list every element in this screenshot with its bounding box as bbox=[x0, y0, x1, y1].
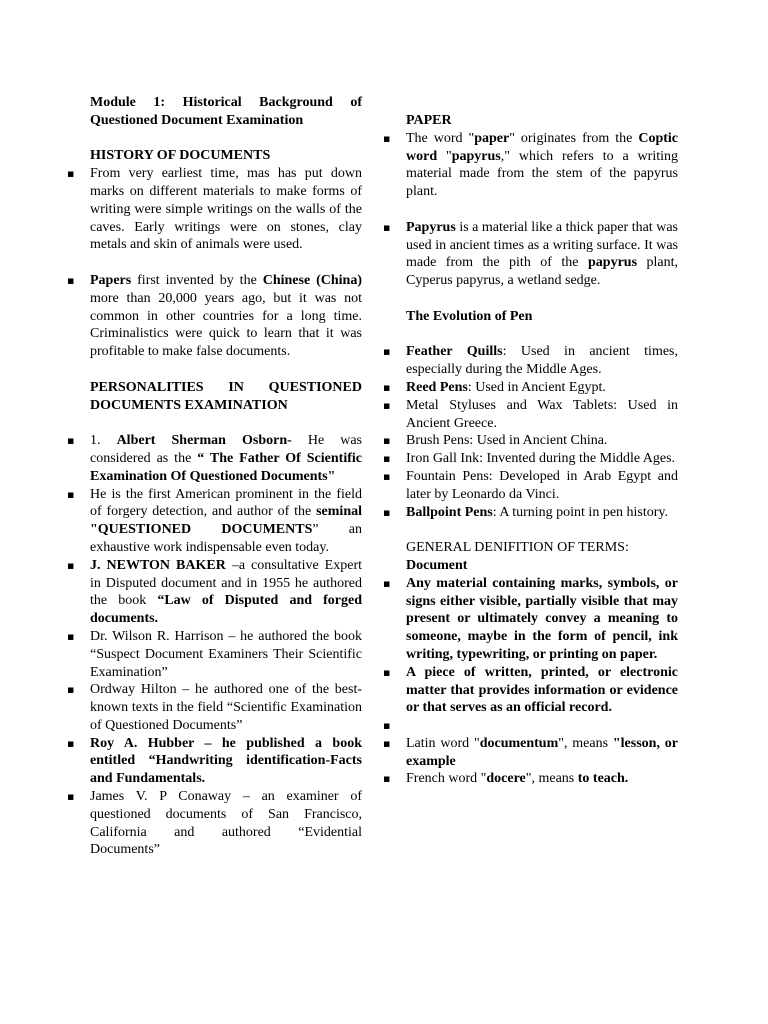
list-item: ▪ Dr. Wilson R. Harrison – he authored the book “Suspect Document Examiners Their Scientific Examination” bbox=[90, 628, 362, 681]
list-item: ▪ French word "docere", means to teach. bbox=[406, 770, 678, 788]
list-item: ▪ Latin word "documentum", means "lesson, or example bbox=[406, 735, 678, 771]
list-item: ▪ 1. Albert Sherman Osborn- He was considered as the “ The Father Of Scientific Examination Of Questioned Documents" bbox=[90, 432, 362, 485]
list-item: ▪ Ordway Hilton – he authored one of the best-known texts in the field “Scientific Examination of Questioned Documents” bbox=[90, 681, 362, 734]
personalities-list bbox=[90, 432, 362, 859]
evolution-heading: The Evolution of Pen bbox=[406, 308, 533, 324]
list-item bbox=[406, 717, 678, 735]
history-list bbox=[90, 165, 362, 254]
module-title: Module 1: Historical Background of Questioned Document Examination bbox=[90, 95, 362, 128]
list-item: ▪ A piece of written, printed, or electronic matter that provides information or evidence or that serves as an official record. bbox=[406, 664, 678, 717]
list-item: ▪ The word "paper" originates from the Coptic word "papyrus," which refers to a writing material made from the stem of the papyrus plant. bbox=[406, 130, 678, 201]
list-item: ▪ He is the first American prominent in the field of forgery detection, and author of the seminal "QUESTIONED DOCUMENTS” an exhaustive work indispensable even today. bbox=[90, 486, 362, 557]
left-column bbox=[90, 94, 362, 859]
paper-list bbox=[406, 130, 678, 201]
right-column bbox=[406, 112, 678, 788]
list-item: ▪ Roy A. Hubber – he published a book entitled “Handwriting identification-Facts and Fundamentals. bbox=[90, 735, 362, 788]
papers-list bbox=[90, 272, 362, 361]
list-item: ▪ Reed Pens: Used in Ancient Egypt. bbox=[406, 379, 678, 397]
list-item: ▪ J. NEWTON BAKER –a consultative Expert in Disputed document and in 1955 he authored the book “Law of Disputed and forged documents. bbox=[90, 557, 362, 628]
general-heading: GENERAL DENIFITION OF TERMS: bbox=[406, 540, 629, 556]
list-item: ▪ Ballpoint Pens: A turning point in pen history. bbox=[406, 504, 678, 522]
pen-list bbox=[406, 343, 678, 521]
list-item: ▪ Iron Gall Ink: Invented during the Middle Ages. bbox=[406, 450, 678, 468]
list-item: ▪ Fountain Pens: Developed in Arab Egypt and later by Leonardo da Vinci. bbox=[406, 468, 678, 504]
list-item: ▪ Any material containing marks, symbols, or signs either visible, partially visible that may present or ultimately convey a meaning to someone, maybe in the form of pencil, ink writing, typewriting, or printing on paper. bbox=[406, 575, 678, 664]
list-item: ▪ Brush Pens: Used in Ancient China. bbox=[406, 432, 678, 450]
list-item: ▪ James V. P Conaway – an examiner of questioned documents of San Francisco, California and authored “Evidential Documents” bbox=[90, 788, 362, 859]
paper-heading: PAPER bbox=[406, 113, 452, 128]
list-item: ▪ Papers first invented by the Chinese (China) more than 20,000 years ago, but it was not common in other countries for a long time. Criminalistics were quick to learn that it was profitable to make false documents. bbox=[90, 272, 362, 361]
list-item: ▪ From very earliest time, mas has put down marks on different materials to make forms of writing were simple writings on the walls of the caves. Early writings were on stones, clay metals and skin of animals were used. bbox=[90, 165, 362, 254]
document-heading: Document bbox=[406, 557, 468, 573]
papyrus-list bbox=[406, 219, 678, 290]
list-item: ▪ Metal Styluses and Wax Tablets: Used in Ancient Greece. bbox=[406, 397, 678, 433]
list-item: ▪ Papyrus is a material like a thick paper that was used in ancient times as a writing surface. It was made from the pith of the papyrus plant, Cyperus papyrus, a wetland sedge. bbox=[406, 219, 678, 290]
definition-list bbox=[406, 575, 678, 789]
history-heading: HISTORY OF DOCUMENTS bbox=[90, 148, 271, 164]
list-item: ▪ Feather Quills: Used in ancient times, especially during the Middle Ages. bbox=[406, 343, 678, 379]
personalities-heading: PERSONALITIES IN QUESTIONED DOCUMENTS EXAMINATION bbox=[90, 379, 362, 413]
